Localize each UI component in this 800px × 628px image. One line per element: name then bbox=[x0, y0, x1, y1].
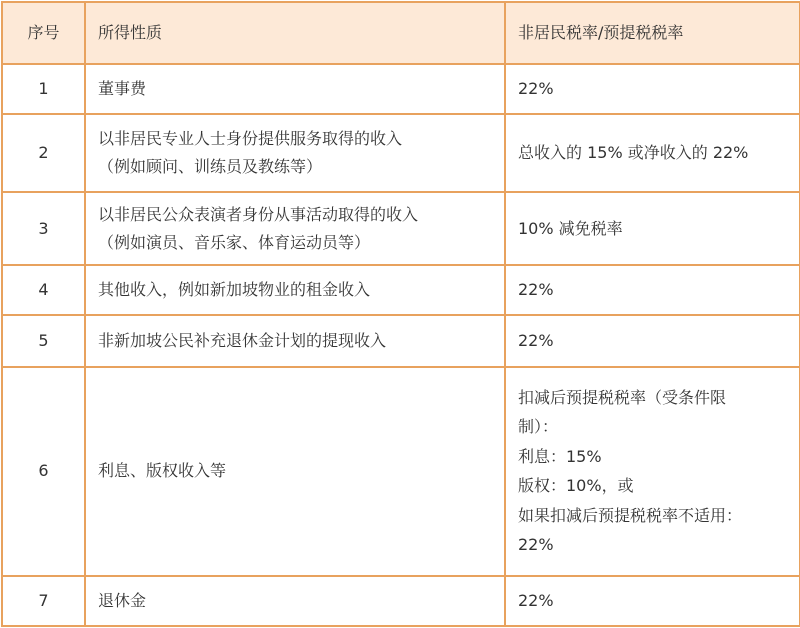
row-no: 3 bbox=[2, 192, 85, 264]
rate-line: 22% bbox=[518, 535, 554, 555]
nature-line: 退休金 bbox=[98, 590, 147, 610]
row-nature bbox=[85, 64, 505, 114]
nature-line: 利息、版权收入等 bbox=[98, 461, 227, 481]
rate-line: 如果扣减后预提税税率不适用： bbox=[518, 505, 743, 525]
rate-line: 10% 减免税率 bbox=[518, 218, 623, 238]
tax-rate-table bbox=[1, 1, 800, 627]
row-rate bbox=[505, 576, 800, 626]
nature-line: （例如演员、音乐家、体育运动员等） bbox=[98, 232, 371, 252]
rate-line: 版权：10%，或 bbox=[518, 476, 634, 496]
rate-line: 22% bbox=[518, 79, 554, 99]
row-nature bbox=[85, 265, 505, 315]
row-nature bbox=[85, 576, 505, 626]
row-no: 6 bbox=[2, 367, 85, 576]
nature-line: 董事费 bbox=[98, 79, 147, 99]
row-rate bbox=[505, 64, 800, 114]
rate-line: 22% bbox=[518, 590, 554, 610]
table-row bbox=[2, 367, 800, 576]
row-nature bbox=[85, 114, 505, 192]
table-row bbox=[2, 114, 800, 192]
row-no: 2 bbox=[2, 114, 85, 192]
rate-line: 扣减后预提税税率（受条件限 bbox=[518, 387, 727, 407]
row-nature bbox=[85, 315, 505, 367]
header-no: 序号 bbox=[2, 2, 85, 64]
row-no: 4 bbox=[2, 265, 85, 315]
rate-line: 总收入的 15% 或净收入的 22% bbox=[518, 143, 749, 163]
row-nature bbox=[85, 192, 505, 264]
table-row bbox=[2, 64, 800, 114]
row-rate bbox=[505, 265, 800, 315]
table-row bbox=[2, 315, 800, 367]
nature-line: 非新加坡公民补充退休金计划的提现收入 bbox=[98, 330, 387, 350]
rate-line: 22% bbox=[518, 279, 554, 299]
table-row bbox=[2, 192, 800, 264]
row-nature bbox=[85, 367, 505, 576]
row-no: 1 bbox=[2, 64, 85, 114]
nature-line: （例如顾问、训练员及教练等） bbox=[98, 157, 323, 177]
rate-line: 利息：15% bbox=[518, 446, 602, 466]
row-rate bbox=[505, 192, 800, 264]
header-nature: 所得性质 bbox=[85, 2, 505, 64]
row-rate bbox=[505, 367, 800, 576]
nature-line: 以非居民公众表演者身份从事活动取得的收入 bbox=[98, 204, 419, 224]
row-no: 7 bbox=[2, 576, 85, 626]
nature-line: 以非居民专业人士身份提供服务取得的收入 bbox=[98, 129, 403, 149]
row-rate bbox=[505, 114, 800, 192]
rate-line: 制）： bbox=[518, 417, 559, 437]
table-header-row bbox=[2, 2, 800, 64]
nature-line: 其他收入，例如新加坡物业的租金收入 bbox=[98, 279, 371, 299]
table-row bbox=[2, 576, 800, 626]
row-no: 5 bbox=[2, 315, 85, 367]
table-row bbox=[2, 265, 800, 315]
header-rate: 非居民税率/预提税税率 bbox=[505, 2, 800, 64]
row-rate bbox=[505, 315, 800, 367]
rate-line: 22% bbox=[518, 330, 554, 350]
